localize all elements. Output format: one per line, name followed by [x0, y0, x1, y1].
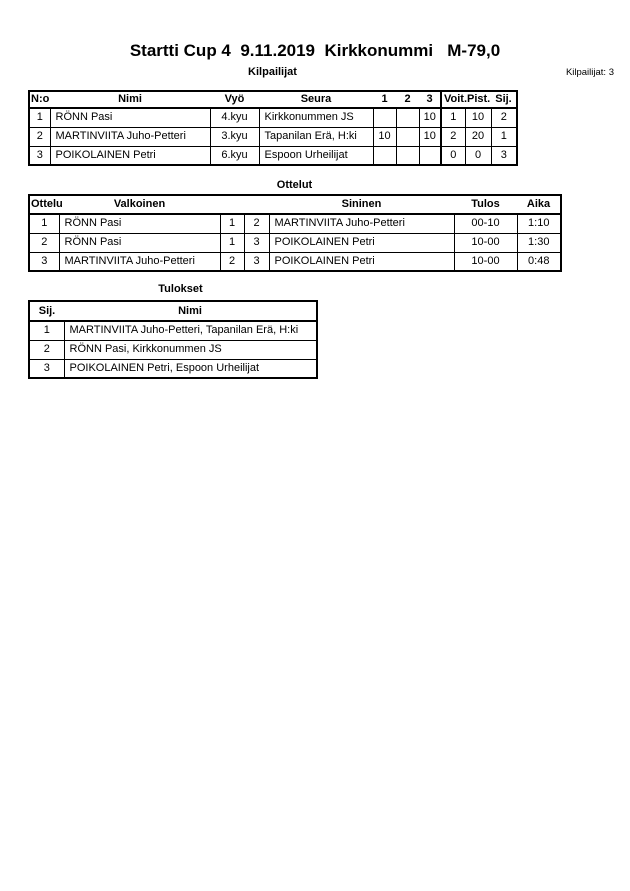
section-heading-tulokset: Tulokset [158, 283, 203, 295]
competitors-header-nimi: Nimi [50, 91, 210, 108]
cell-round3: 10 [419, 108, 441, 127]
competitors-header-round1: 1 [373, 91, 396, 108]
cell-round1 [373, 146, 396, 165]
section-heading-ottelut: Ottelut [276, 179, 313, 191]
competitors-header-round3: 3 [419, 91, 441, 108]
matches-header-row [29, 195, 561, 214]
table-row [29, 321, 317, 340]
matches-header-ottelu: Ottelu [29, 195, 59, 214]
cell-blue-name: POIKOLAINEN Petri [269, 252, 454, 271]
cell-seura: Kirkkonummen JS [259, 108, 373, 127]
competitors-header-sij: Sij. [491, 91, 517, 108]
cell-blue-no: 2 [244, 214, 269, 233]
cell-nimi: RÖNN Pasi, Kirkkonummen JS [64, 340, 317, 359]
cell-white-name: RÖNN Pasi [59, 214, 220, 233]
cell-no: 3 [29, 146, 50, 165]
cell-sij: 3 [491, 146, 517, 165]
matches-header-sininen: Sininen [269, 195, 454, 214]
cell-no: 2 [29, 127, 50, 146]
table-row [29, 214, 561, 233]
cell-round1 [373, 108, 396, 127]
cell-match-no: 3 [29, 252, 59, 271]
results-table [28, 300, 318, 379]
cell-sij: 3 [29, 359, 64, 378]
table-row [29, 252, 561, 271]
cell-nimi: MARTINVIITA Juho-Petteri, Tapanilan Erä, H:ki [64, 321, 317, 340]
competitors-header-vyo: Vyö [210, 91, 259, 108]
cell-aika: 1:30 [517, 233, 561, 252]
competitors-table [28, 90, 518, 166]
competitors-header-row [29, 91, 517, 108]
cell-round2 [396, 127, 419, 146]
results-header-row [29, 301, 317, 321]
table-row [29, 233, 561, 252]
cell-nimi: POIKOLAINEN Petri [50, 146, 210, 165]
cell-aika: 0:48 [517, 252, 561, 271]
cell-tulos: 00-10 [454, 214, 517, 233]
cell-pist: 20 [465, 127, 491, 146]
page-title: Startti Cup 4 9.11.2019 Kirkkonummi M-79,0 [129, 41, 501, 60]
cell-aika: 1:10 [517, 214, 561, 233]
matches-header-spacer1 [220, 195, 244, 214]
cell-sij: 2 [491, 108, 517, 127]
cell-round3: 10 [419, 127, 441, 146]
table-row [29, 127, 517, 146]
cell-nimi: POIKOLAINEN Petri, Espoon Urheilijat [64, 359, 317, 378]
cell-white-no: 1 [220, 214, 244, 233]
cell-round2 [396, 146, 419, 165]
cell-voit: 0 [441, 146, 465, 165]
section-heading-kilpailijat: Kilpailijat [248, 66, 297, 78]
cell-sij: 2 [29, 340, 64, 359]
cell-tulos: 10-00 [454, 252, 517, 271]
cell-seura: Tapanilan Erä, H:ki [259, 127, 373, 146]
matches-header-tulos: Tulos [454, 195, 517, 214]
cell-white-no: 2 [220, 252, 244, 271]
table-row [29, 340, 317, 359]
matches-header-spacer2 [244, 195, 269, 214]
competitors-header-no: N:o [29, 91, 50, 108]
cell-seura: Espoon Urheilijat [259, 146, 373, 165]
cell-white-name: MARTINVIITA Juho-Petteri [59, 252, 220, 271]
cell-sij: 1 [29, 321, 64, 340]
cell-nimi: MARTINVIITA Juho-Petteri [50, 127, 210, 146]
cell-blue-name: MARTINVIITA Juho-Petteri [269, 214, 454, 233]
matches-header-valkoinen: Valkoinen [59, 195, 220, 214]
cell-pist: 0 [465, 146, 491, 165]
cell-pist: 10 [465, 108, 491, 127]
matches-table [28, 194, 562, 272]
cell-blue-no: 3 [244, 233, 269, 252]
cell-blue-no: 3 [244, 252, 269, 271]
cell-voit: 1 [441, 108, 465, 127]
cell-tulos: 10-00 [454, 233, 517, 252]
matches-header-aika: Aika [517, 195, 561, 214]
competitors-header-round2: 2 [396, 91, 419, 108]
cell-match-no: 2 [29, 233, 59, 252]
competitors-header-seura: Seura [259, 91, 373, 108]
cell-no: 1 [29, 108, 50, 127]
cell-white-no: 1 [220, 233, 244, 252]
table-row [29, 359, 317, 378]
competitors-count: Kilpailijat: 3 [565, 67, 614, 78]
table-row [29, 108, 517, 127]
cell-vyo: 6.kyu [210, 146, 259, 165]
cell-round3 [419, 146, 441, 165]
competitors-header-pist: Pist. [465, 91, 491, 108]
results-header-sij: Sij. [29, 301, 64, 321]
cell-blue-name: POIKOLAINEN Petri [269, 233, 454, 252]
table-row [29, 146, 517, 165]
cell-match-no: 1 [29, 214, 59, 233]
competitors-header-voit: Voit. [441, 91, 465, 108]
cell-nimi: RÖNN Pasi [50, 108, 210, 127]
cell-white-name: RÖNN Pasi [59, 233, 220, 252]
cell-vyo: 3.kyu [210, 127, 259, 146]
cell-round1: 10 [373, 127, 396, 146]
cell-round2 [396, 108, 419, 127]
cell-vyo: 4.kyu [210, 108, 259, 127]
cell-sij: 1 [491, 127, 517, 146]
results-header-nimi: Nimi [64, 301, 317, 321]
cell-voit: 2 [441, 127, 465, 146]
